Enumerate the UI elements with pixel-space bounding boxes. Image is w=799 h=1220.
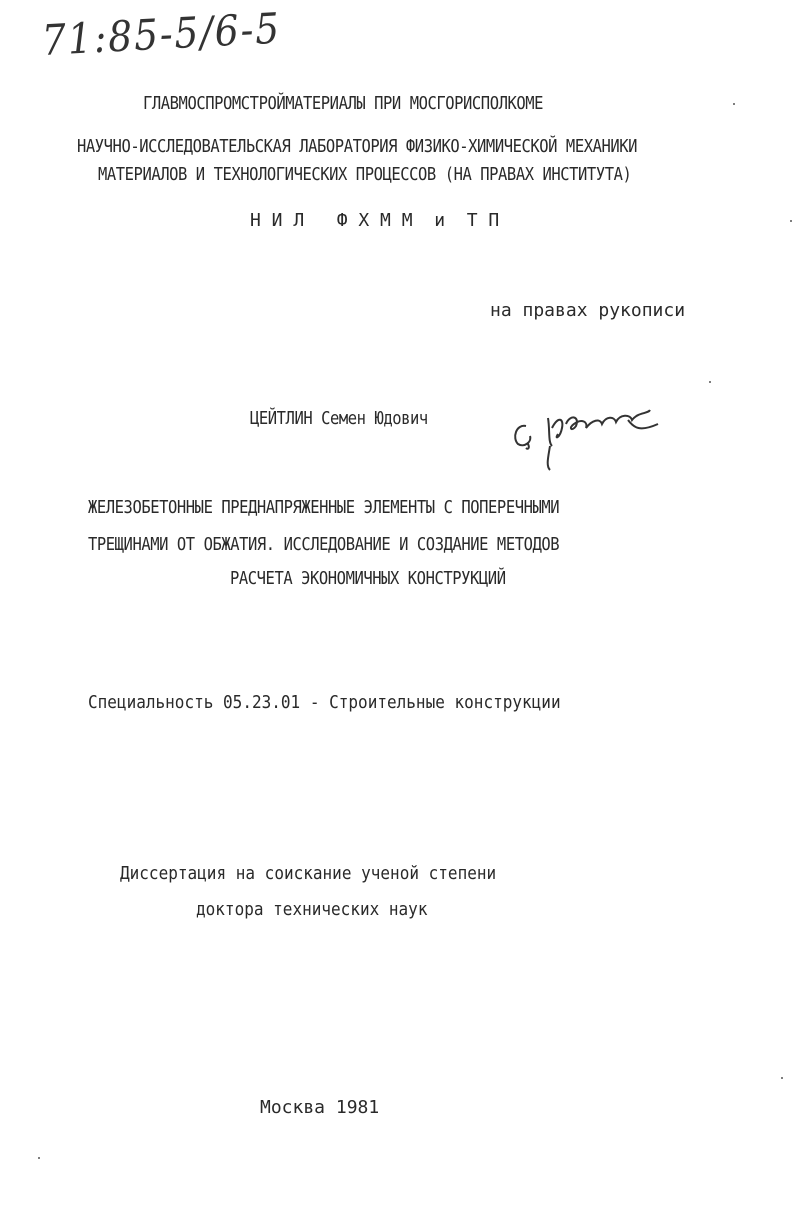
degree-line-1: Диссертация на соискание ученой степени — [120, 863, 497, 884]
lab-name-line-1: НАУЧНО-ИССЛЕДОВАТЕЛЬСКАЯ ЛАБОРАТОРИЯ ФИЗИКО-ХИМИЧЕСКОЙ МЕХАНИКИ — [77, 136, 638, 157]
author-signature — [508, 398, 678, 478]
handwritten-catalog-number: 71:85-5/6-5 — [40, 3, 283, 65]
scan-speck — [38, 1157, 40, 1159]
ministry-heading: ГЛАВМОСПРОМСТРОЙМАТЕРИАЛЫ ПРИ МОСГОРИСПОЛКОМЕ — [143, 93, 544, 114]
specialty: Специальность 05.23.01 - Строительные конструкции — [88, 692, 561, 713]
place-and-year: Москва 1981 — [260, 1097, 380, 1118]
manuscript-note: на правах рукописи — [490, 300, 686, 321]
scan-speck — [781, 1077, 783, 1079]
scan-speck — [790, 220, 792, 222]
scan-speck — [733, 103, 735, 105]
title-line-2: ТРЕЩИНАМИ ОТ ОБЖАТИЯ. ИССЛЕДОВАНИЕ И СОЗДАНИЕ МЕТОДОВ — [88, 534, 560, 555]
scan-speck — [709, 381, 711, 383]
lab-abbreviation: Н И Л Ф Х М М и Т П — [250, 210, 500, 231]
author-name: ЦЕЙТЛИН Семен Юдович — [250, 408, 428, 429]
degree-line-2: доктора технических наук — [196, 899, 428, 920]
title-line-1: ЖЕЛЕЗОБЕТОННЫЕ ПРЕДНАПРЯЖЕННЫЕ ЭЛЕМЕНТЫ С ПОПЕРЕЧНЫМИ — [88, 497, 560, 518]
title-line-3: РАСЧЕТА ЭКОНОМИЧНЫХ КОНСТРУКЦИЙ — [230, 568, 506, 589]
lab-name-line-2: МАТЕРИАЛОВ И ТЕХНОЛОГИЧЕСКИХ ПРОЦЕССОВ (НА ПРАВАХ ИНСТИТУТА) — [98, 164, 632, 185]
